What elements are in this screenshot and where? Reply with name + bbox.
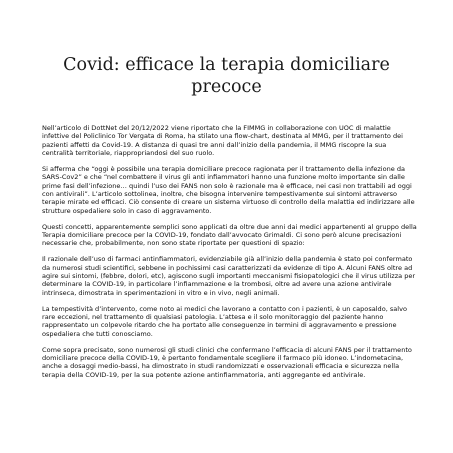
paragraph-quote: Si afferma che “oggi è possibile una terapia domiciliare precoce ragionata per il trattamento della infezione da SARS-Cov2” e che “nel combattere il virus gli anti infiammatori hanno una funzione molto importante sin dalle prime fasi dell’infezione… quindi l’uso dei FANS non solo è razionale ma è efficace, nei casi non trattabili ad oggi con antivirali”. L’articolo sottolinea, inoltre, che bisogna intervenire tempestivamente sui sintomi attraverso terapie mirate ed efficaci. Ciò consente di creare un sistema virtuoso di controllo della malattia ed indirizzare alle strutture ospedaliere solo in caso di aggravamento. xyxy=(42,164,415,215)
paragraph-timeliness: La tempestività d’intervento, come noto ai medici che lavorano a contatto con i pazienti, è un caposaldo, salvo rare eccezioni, nel trattamento di qualsiasi patologia. L’attesa e il solo monitoraggio del paziente hanno rappresentato un colpevole ritardo che ha portato alle conseguenze in termini di aggravamento e pressione ospedaliera che tutti conosciamo. xyxy=(42,304,408,338)
article-body xyxy=(42,124,417,387)
paragraph-studies: Come sopra precisato, sono numerosi gli studi clinici che confermano l’efficacia di alcuni FANS per il trattamento domiciliare precoce della COVID-19, è pertanto fondamentale scegliere il farmaco più idoneo. L’indometacina, anche a dosaggi medio-bassi, ha dimostrato in studi randomizzati e osservazionali efficacia e sicurezza nella terapia della COVID-19, per la sua potente azione antinfiammatoria, anti aggregante ed antivirale. xyxy=(42,345,412,379)
page-title: Covid: efficace la terapia domiciliare precoce xyxy=(63,55,390,97)
paragraph-intro: Nell’articolo di DottNet del 20/12/2022 viene riportato che la FIMMG in collaborazione con UOC di malattie infettive del Policlinico Tor Vergata di Roma, ha stilato una flow-chart, destinata al MMG, per il trattamento dei pazienti affetti da Covid-19. A distanza di quasi tre anni dall’inizio della pandemia, il MMG riscopre la sua centralità territoriale, riappropriandosi del suo ruolo. xyxy=(42,124,403,158)
paragraph-concepts: Questi concetti, apparentemente semplici sono applicati da oltre due anni dai medici appartenenti al gruppo della Terapia domiciliare precoce per la COVID-19, fondato dall’avvocato Grimaldi. Ci sono però alcune precisazioni necessarie che, probabilmente, non sono state riportate per questioni di spazio: xyxy=(42,222,417,248)
paragraph-rationale: Il razionale dell’uso di farmaci antinfiammatori, evidenziabile già all’inizio della pandemia è stato poi confermato da numerosi studi scientifici, sebbene in pochissimi casi caratterizzati da evidenze di tipo A. Alcuni FANS oltre ad agire sui sintomi, (febbre, dolori, etc), agiscono sugli importanti meccanismi fisiopatologici che il virus utilizza per determinare la COVID-19, in particolare l’infiammazione e la trombosi, oltre ad avere una azione antivirale intrinseca, dimostrata in sperimentazioni in vitro e in vivo, negli animali. xyxy=(42,255,416,297)
